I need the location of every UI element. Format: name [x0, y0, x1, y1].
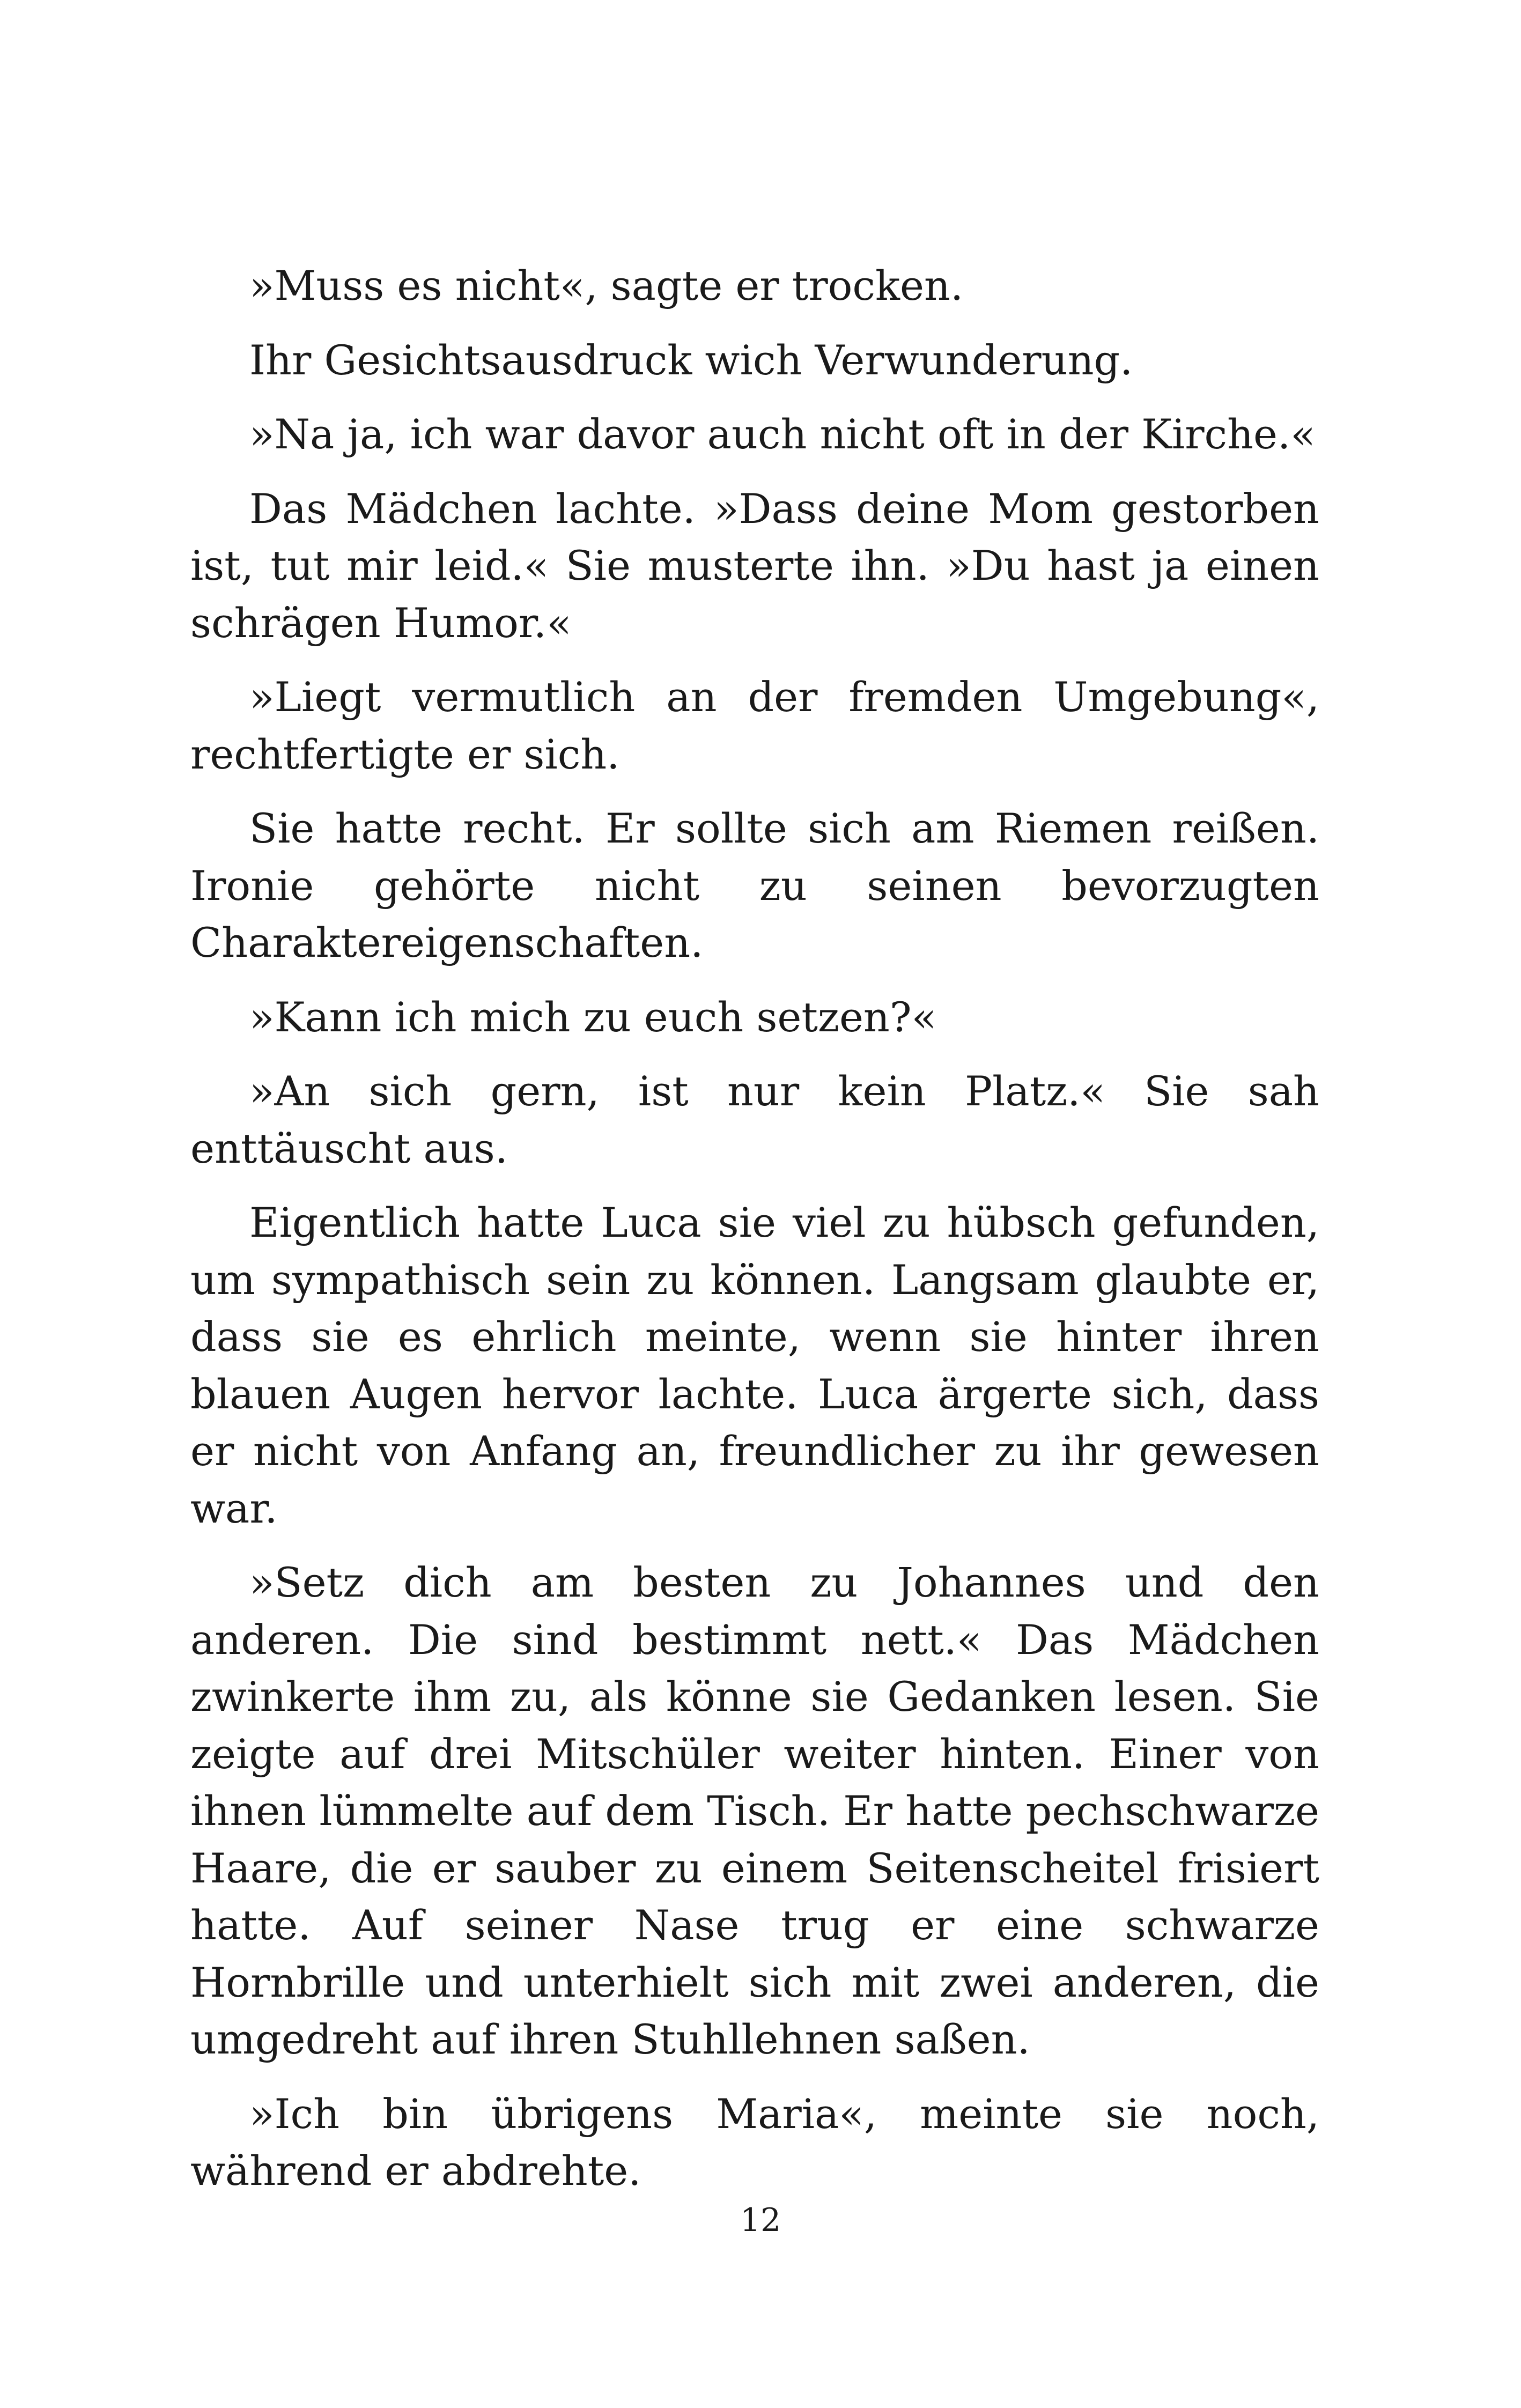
paragraph-7: »Kann ich mich zu euch setzen?«: [249, 993, 937, 1041]
paragraph-6: Sie hatte recht. Er sollte sich am Riemen reißen. Ironie gehörte nicht zu seinen bevorzugten Charaktereigenschaften.: [190, 804, 1319, 966]
paragraph-9: Eigentlich hatte Luca sie viel zu hübsch gefunden, um sympathisch sein zu können. Langsam glaubte er, dass sie es ehrlich meinte, wenn sie hinter ihren blauen Augen hervor lachte. Luca ärgerte sich, dass er nicht von Anfang an, freundlicher zu ihr gewesen war.: [190, 1199, 1319, 1532]
body-text: [190, 257, 1319, 2217]
paragraph-1: »Muss es nicht«, sagte er trocken.: [249, 262, 964, 309]
paragraph-10: »Setz dich am besten zu Johannes und den anderen. Die sind bestimmt nett.« Das Mädchen zwinkerte ihm zu, als könne sie Gedanken lesen. Sie zeigte auf drei Mitschüler weiter hinten. Einer von ihnen lümmelte auf dem Tisch. Er hatte pechschwarze Haare, die er sauber zu einem Seitenscheitel frisiert hatte. Auf seiner Nase trug er eine schwarze Hornbrille und unterhielt sich mit zwei anderen, die umgedreht auf ihren Stuhllehnen saßen.: [190, 1558, 1319, 2063]
paragraph-11: »Ich bin übrigens Maria«, meinte sie noch, während er abdrehte.: [190, 2089, 1319, 2195]
paragraph-3: »Na ja, ich war davor auch nicht oft in der Kirche.«: [249, 410, 1316, 458]
paragraph-8: »An sich gern, ist nur kein Platz.« Sie sah enttäuscht aus.: [190, 1067, 1319, 1172]
paragraph-4: Das Mädchen lachte. »Dass deine Mom gestorben ist, tut mir leid.« Sie musterte ihn. »Du hast ja einen schrägen Humor.«: [190, 484, 1319, 647]
page-number: 12: [740, 2202, 781, 2239]
paragraph-2: Ihr Gesichtsausdruck wich Verwunderung.: [249, 336, 1133, 384]
paragraph-5: »Liegt vermutlich an der fremden Umgebung«, rechtfertigte er sich.: [190, 673, 1319, 778]
